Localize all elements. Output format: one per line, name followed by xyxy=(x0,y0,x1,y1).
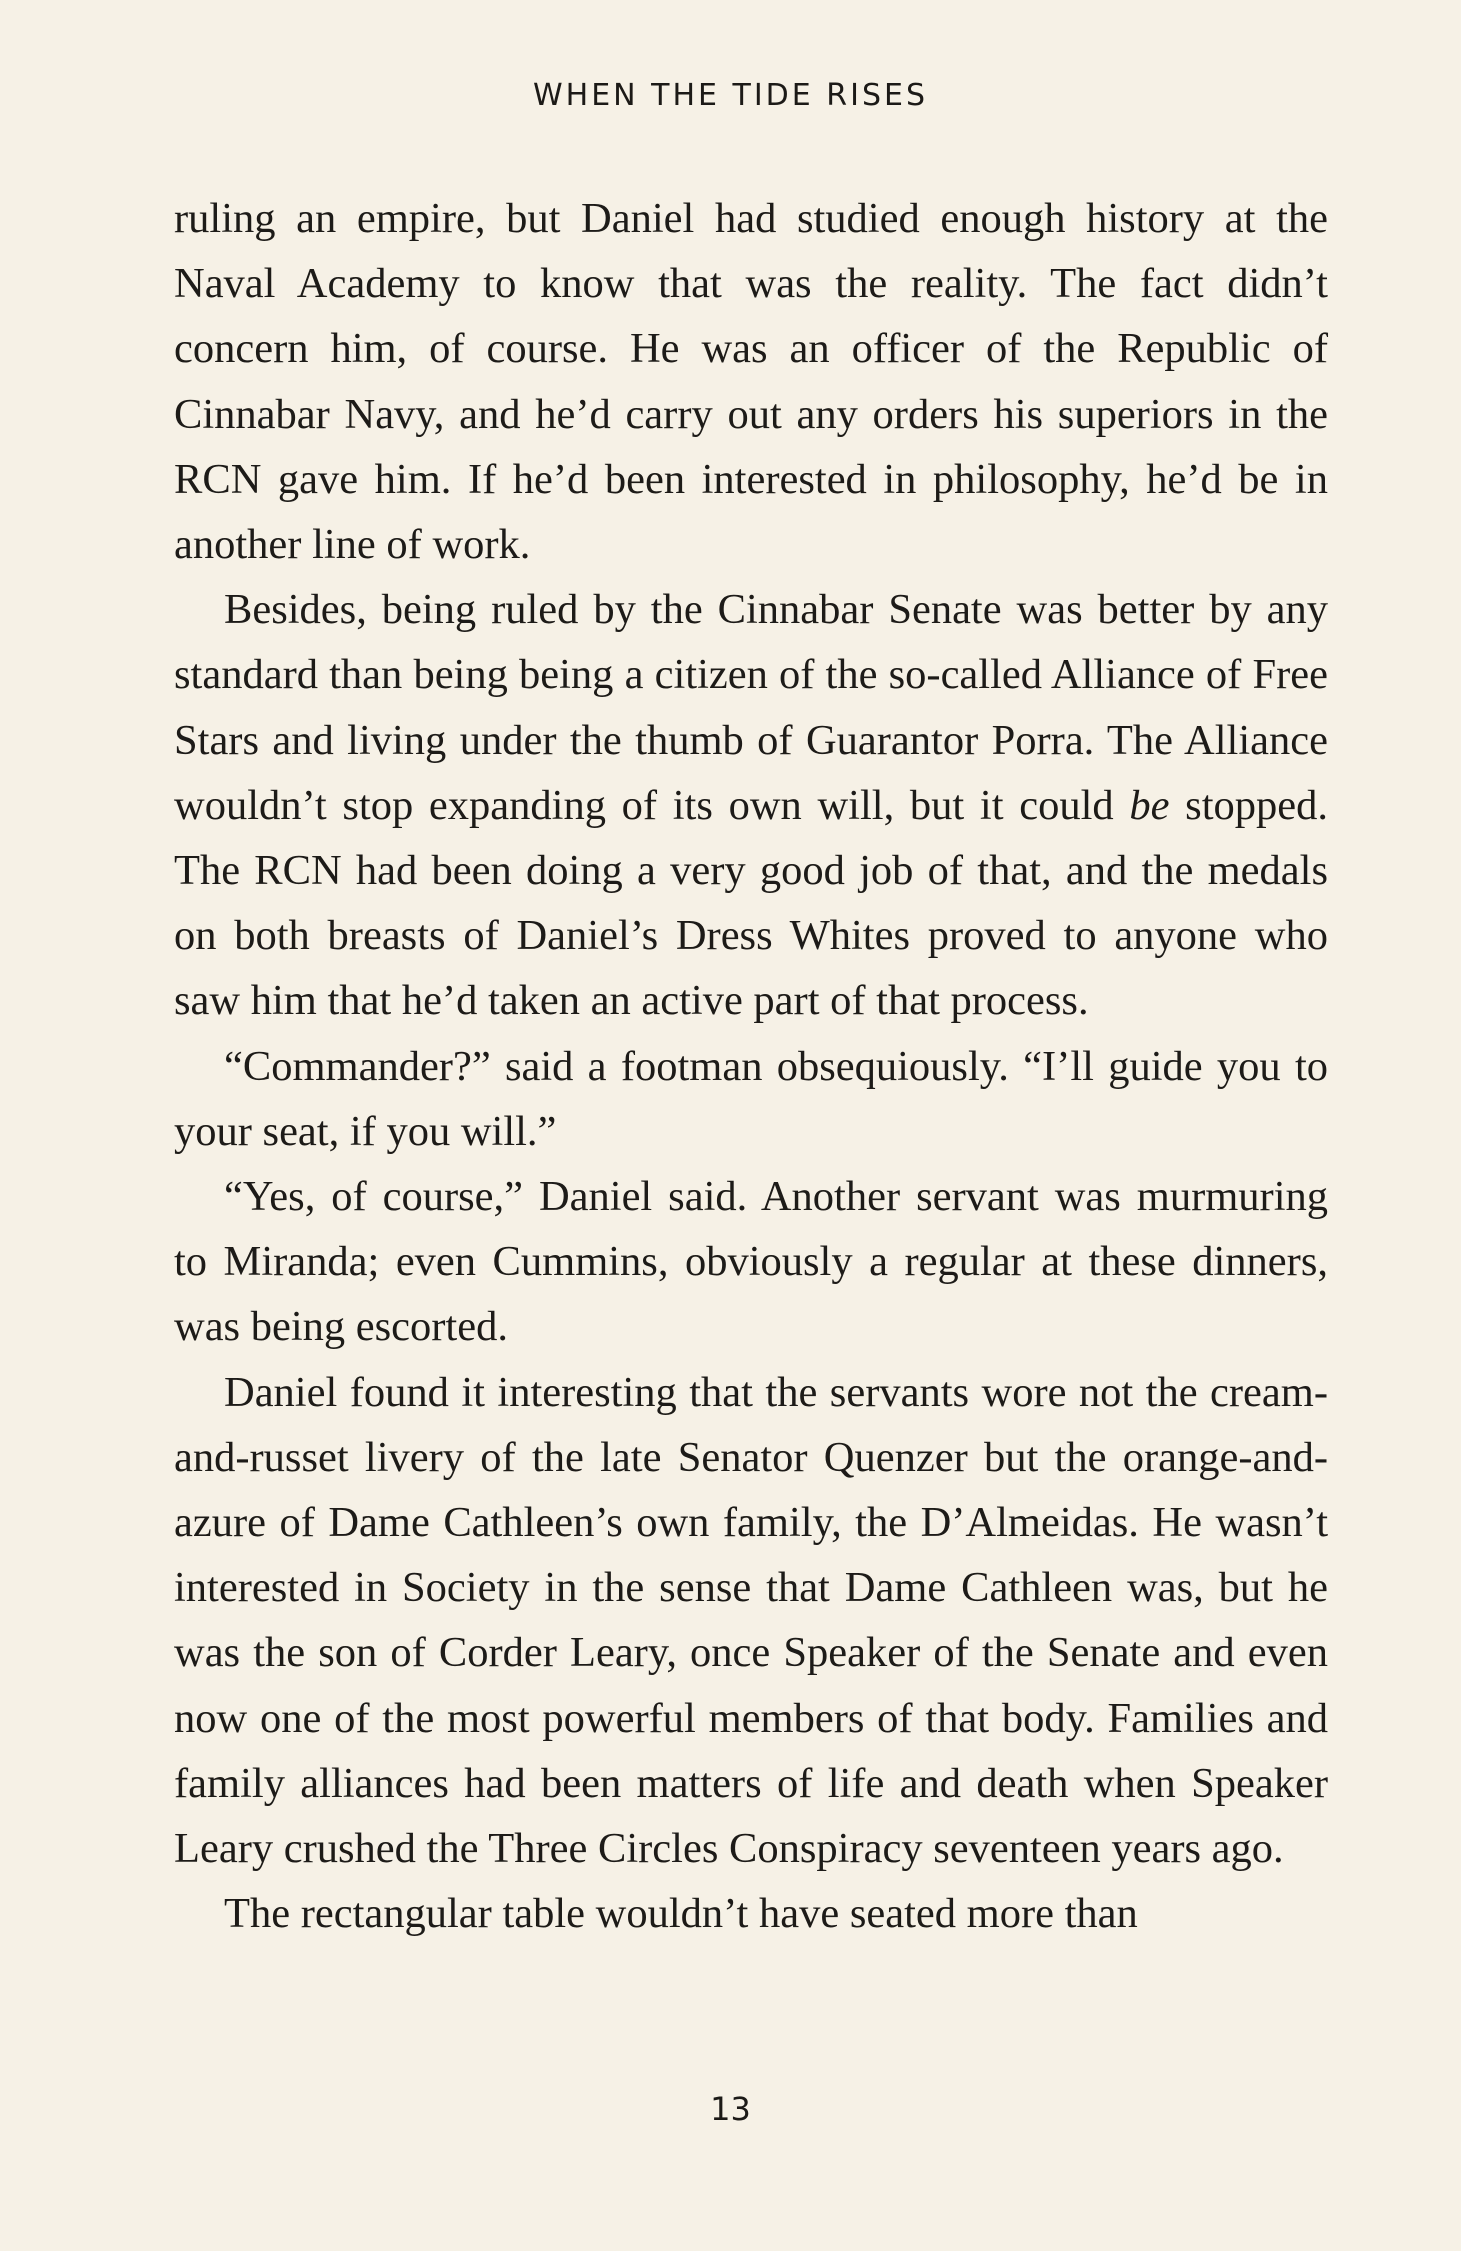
running-head-title: WHEN THE TIDE RISES xyxy=(532,78,929,113)
paragraph-2-part-a: Besides, being ruled by the Cinnabar Senate was better by any standard than being being a citizen of the so-called Alliance of Free Stars and living under the thumb of Guarantor Porra. The Alliance wouldn’t stop expanding of its own will, but it could xyxy=(174,586,1328,829)
paragraph-1: ruling an empire, but Daniel had studied enough history at the Naval Academy to know that was the reality. The fact didn’t concern him, of course. He was an officer of the Republic of Cinnabar Navy, and he’d carry out any orders his superiors in the RCN gave him. If he’d been interested in philosophy, he’d be in another line of work. xyxy=(174,195,1328,569)
paragraph-5: Daniel found it interesting that the servants wore not the cream-and-russet livery of the late Senator Quenzer but the orange-and-azure of Dame Cathleen’s own family, the D’Almeidas. He wasn’t interested in Society in the sense that Dame Cathleen was, but he was the son of Corder Leary, once Speaker of the Senate and even now one of the most powerful members of that body. Families and family alliances had been matters of life and death when Speaker Leary crushed the Three Circles Conspiracy seventeen years ago. xyxy=(174,1368,1328,1873)
paragraph-2 xyxy=(174,577,1328,1033)
paragraph-6: The rectangular table wouldn’t have seated more than xyxy=(224,1890,1138,1938)
paragraph-3: “Commander?” said a footman obsequiously. “I’ll guide you to your seat, if you will.” xyxy=(174,1042,1328,1155)
paragraph-4: “Yes, of course,” Daniel said. Another servant was murmuring to Miranda; even Cummins, obviously a regular at these dinners, was being escorted. xyxy=(174,1173,1328,1351)
page-number: 13 xyxy=(710,2090,751,2128)
paragraph-2-part-b: stopped. The RCN had been doing a very good job of that, and the medals on both breasts of Daniel’s Dress Whites proved to anyone who saw him that he’d taken an active part of that process. xyxy=(174,781,1329,1025)
body-text xyxy=(174,186,1328,1946)
paragraph-2-emphasis: be xyxy=(1129,781,1170,829)
